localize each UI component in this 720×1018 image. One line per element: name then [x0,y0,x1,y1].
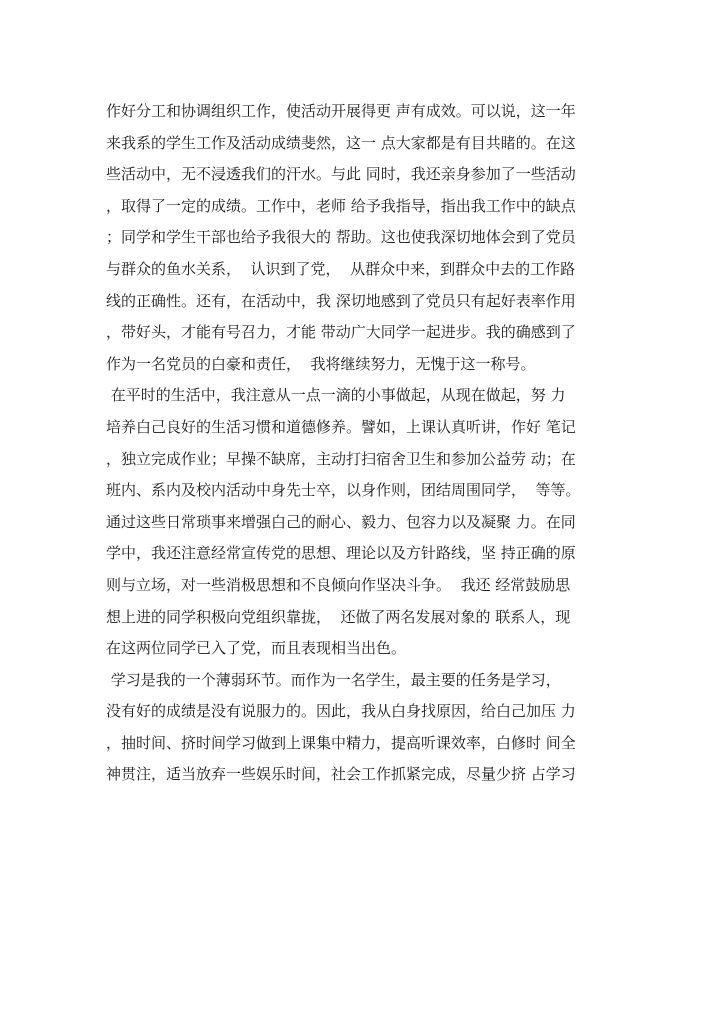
text-line: 则与立场，对一些消极思想和不良倾向作坚决斗争。 我还 经常鼓励思 [106,575,571,594]
text-line: 学中，我还注意经常宣传党的思想、理论以及方针路线，坚 持正确的原 [106,544,576,563]
text-line: ；同学和学生干部也给予我很大的 帮助。这也使我深切地体会到了党员 [106,228,576,247]
text-line: 班内、系内及校内活动中身先士卒，以身作则，团结周围同学， 等等。 [106,481,581,500]
text-line: 通过这些日常琐事来增强白己的耐心、毅力、包容力以及凝聚 力。在同 [106,512,576,531]
text-line: 与群众的鱼水关系， 认识到了党， 从群众中来，到群众中去的工作路 [106,259,576,278]
text-line: 没有好的成绩是没有说服力的。因此，我从白身找原因，给白己加压 力 [106,702,576,721]
text-line: 作好分工和协调组织工作，使活动开展得更 声有成效。可以说，这一年 [106,102,576,120]
text-line: 些活动中，无不浸透我们的汗水。与此 同时，我还亲身参加了一些活动 [106,165,576,184]
text-line: 学习是我的一个薄弱环节。而作为一名学生，最主要的任务是学习， [106,670,561,689]
body-text [106,96,606,791]
text-line: 作为一名党员的白豪和责任， 我将继续努力，无愧于这一称号。 [106,354,536,373]
text-line: 培养白己良好的生活习惯和道德修养。譬如，上课认真听讲，作好 笔记 [106,417,576,436]
text-line: 在这两位同学已入了党，而且表现相当出色。 [106,639,407,658]
text-line: 来我系的学生工作及活动成绩斐然，这一 点大家都是有目共睹的。在这 [106,133,576,152]
text-line: 想上进的同学积极向党组织靠拢， 还做了两名发展对象的 联系人，现 [106,607,571,626]
text-line: ，独立完成作业；早操不缺席，主动打扫宿舍卫生和参加公益劳 动；在 [106,449,576,468]
text-line: 在平时的生活中，我注意从一点一滴的小事做起，从现在做起，努 力 [106,386,566,405]
text-line: ，带好头，才能有号召力，才能 带动广大同学一起进步。我的确感到了 [106,323,576,342]
text-line: 线的正确性。还有，在活动中，我 深切地感到了党员只有起好表率作用 [106,291,576,310]
text-line: ，抽时间、挤时间学习做到上课集中精力，提高听课效率，白修时 间全 [106,733,576,752]
text-line: 神贯注，适当放弃一些娱乐时间，社会工作抓紧完成，尽量少挤 占学习 [106,765,576,784]
text-line: ，取得了一定的成绩。工作中，老师 给予我指导，指出我工作中的缺点 [106,196,576,215]
